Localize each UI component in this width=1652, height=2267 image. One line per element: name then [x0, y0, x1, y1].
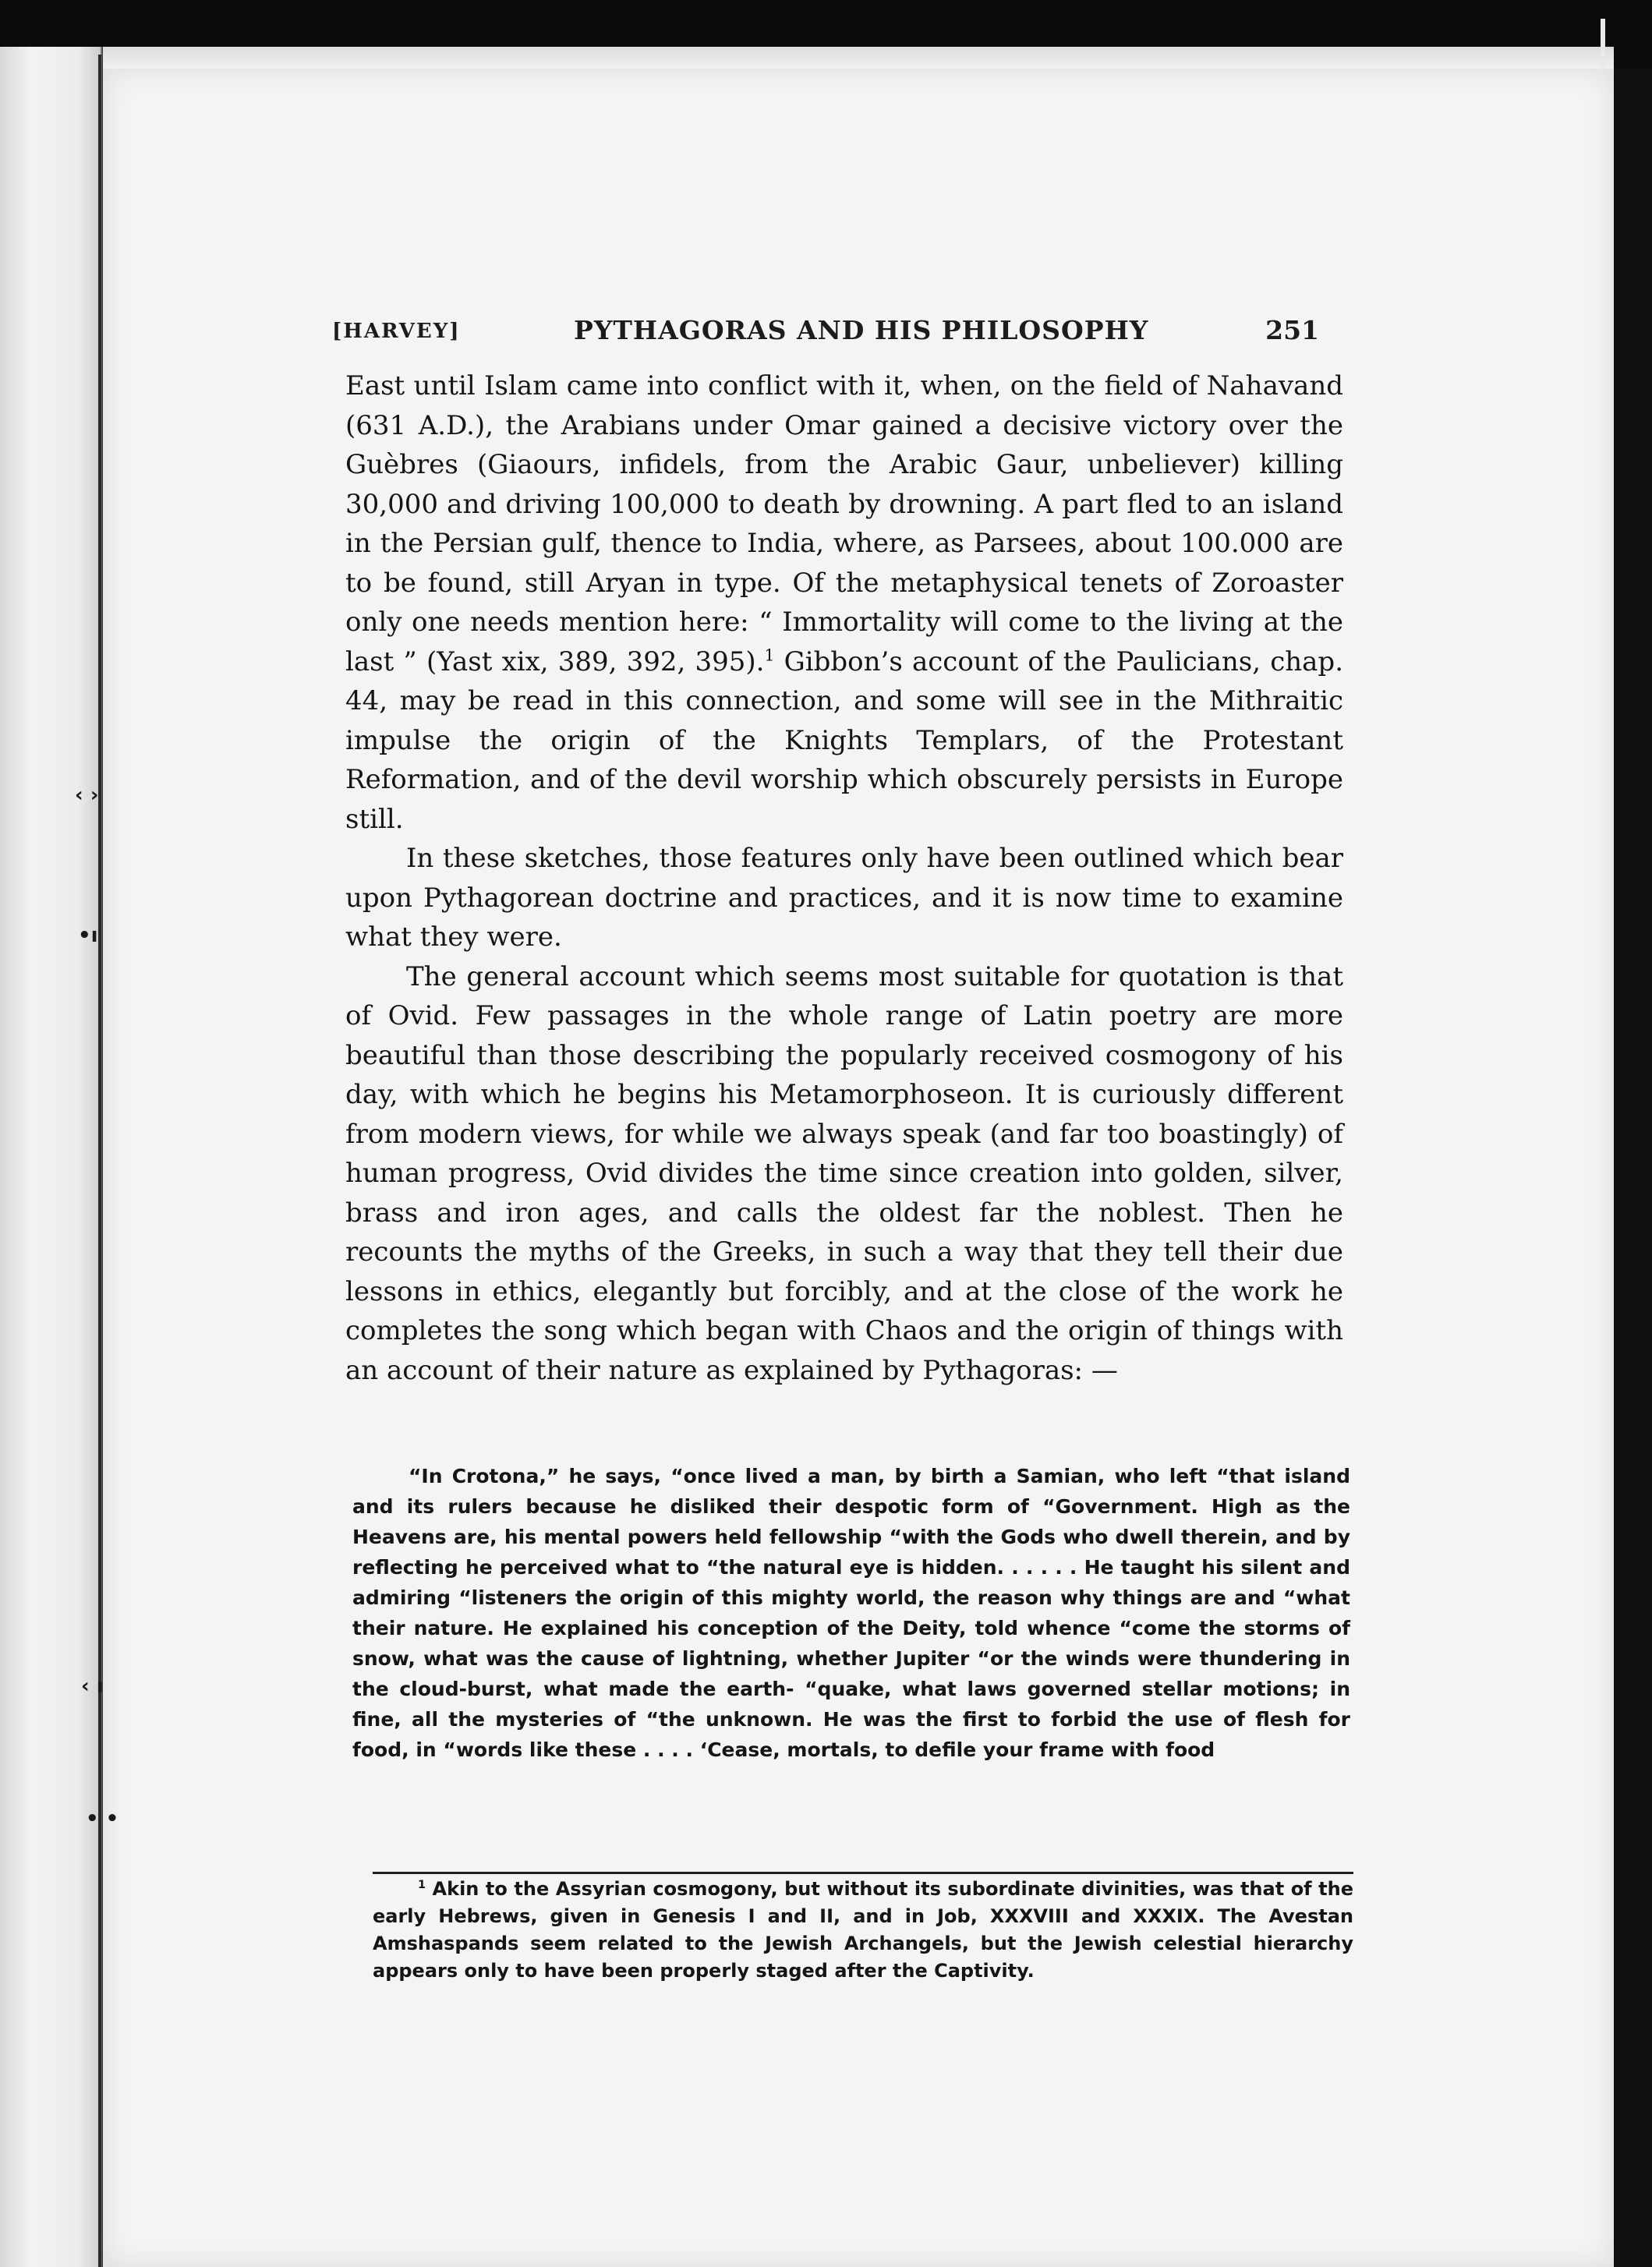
book-binding	[0, 47, 103, 2267]
paragraph: The general account which seems most suitable for quotation is that of Ovid. Few passages in the whole range of Latin poetry are more beautiful than those describing the popularly received cosmogony of his day, with which he begins his Metamorphoseon. It is curiously different from modern views, for while we always speak (and far too boastingly) of human progress, Ovid divides the time since creation into golden, silver, brass and iron ages, and calls the oldest far the noblest. Then he recounts the myths of the Greeks, in such a way that they tell their due lessons in ethics, elegantly but forcibly, and at the close of the work he completes the song which began with Chaos and the origin of things with an account of their nature as explained by Pythagoras: —	[345, 960, 1343, 1386]
paragraph-text: East until Islam came into conflict with it, when, on the field of Nahavand (631 A.D.), the Arabians under Omar gained a decisive victory over the Guèbres (Giaours, infidels, from the Arabic Gaur, unbeliever) killing 30,000 and driving 100,000 to death by drowning. A part fled to an island in the Persian gulf, thence to India, where, as Parsees, about 100.000 are to be found, still Aryan in type. Of the metaphysical tenets of Zoroaster only one needs mention here: “ Immortality will come to the living at the last ” (Yast xix, 389, 392, 395).	[345, 370, 1343, 677]
footnote	[373, 1876, 1353, 1985]
binding-edge-line	[98, 55, 101, 2267]
paragraph	[345, 366, 1343, 839]
footnote-reference: 1	[764, 645, 775, 665]
margin-mark: •ı	[78, 924, 98, 947]
margin-mark: • •	[86, 1807, 119, 1830]
footnote-text: Akin to the Assyrian cosmogony, but without its subordinate divinities, was that of the early Hebrews, given in Genesis I and II, and in Job, XXXVIII and XXXIX. The Avestan Amshaspands seem related to the Jewish Archangels, but the Jewish celestial hierarchy appears only to have been properly staged after the Captivity.	[373, 1878, 1353, 1982]
block-quote: “In Crotona,” he says, “once lived a man, by birth a Samian, who left “that island and its rulers because he disliked their despotic form of “Government. High as the Heavens are, his mental powers held fellowship “with the Gods who dwell therein, and by reflecting he perceived what to “the natural eye is hidden. . . . . . He taught his silent and admiring “listeners the origin of this mighty world, the reason why things are and “what their nature. He explained his conception of the Deity, told whence “come the storms of snow, what was the cause of lightning, whether Jupiter “or the winds were thundering in the cloud-burst, what made the earth- “quake, what laws governed stellar motions; in fine, all the mysteries of “the unknown. He was the first to forbid the use of flesh for food, in “words like these . . . . ‘Cease, mortals, to defile your frame with food	[352, 1465, 1350, 1761]
margin-mark: ‹ ›	[75, 783, 99, 807]
scan-artifact	[1601, 19, 1605, 65]
paragraph-text: Gibbon’s account of the Paulicians, chap. 44, may be read in this connection, and some will see in the Mithraitic impulse the origin of the Knights Templars, of the Protestant Reformation, and of the devil worship which obscurely persists in Europe still.	[345, 645, 1344, 835]
footnote-divider	[373, 1872, 1353, 1874]
author-tag: [HARVEY]	[332, 320, 461, 343]
page-number: 251	[1265, 315, 1319, 345]
margin-mark: ‹ ı	[81, 1675, 104, 1698]
paragraph: In these sketches, those features only have been outlined which bear upon Pythagorean doctrine and practices, and it is now time to examine what they were.	[345, 843, 1343, 953]
running-header	[332, 315, 1338, 354]
footnote-marker: 1	[418, 1879, 426, 1891]
body-text	[345, 366, 1343, 1390]
right-page-edge	[1614, 69, 1652, 2267]
top-page-edge	[103, 47, 1614, 69]
running-title: PYTHAGORAS AND HIS PHILOSOPHY	[574, 315, 1149, 345]
